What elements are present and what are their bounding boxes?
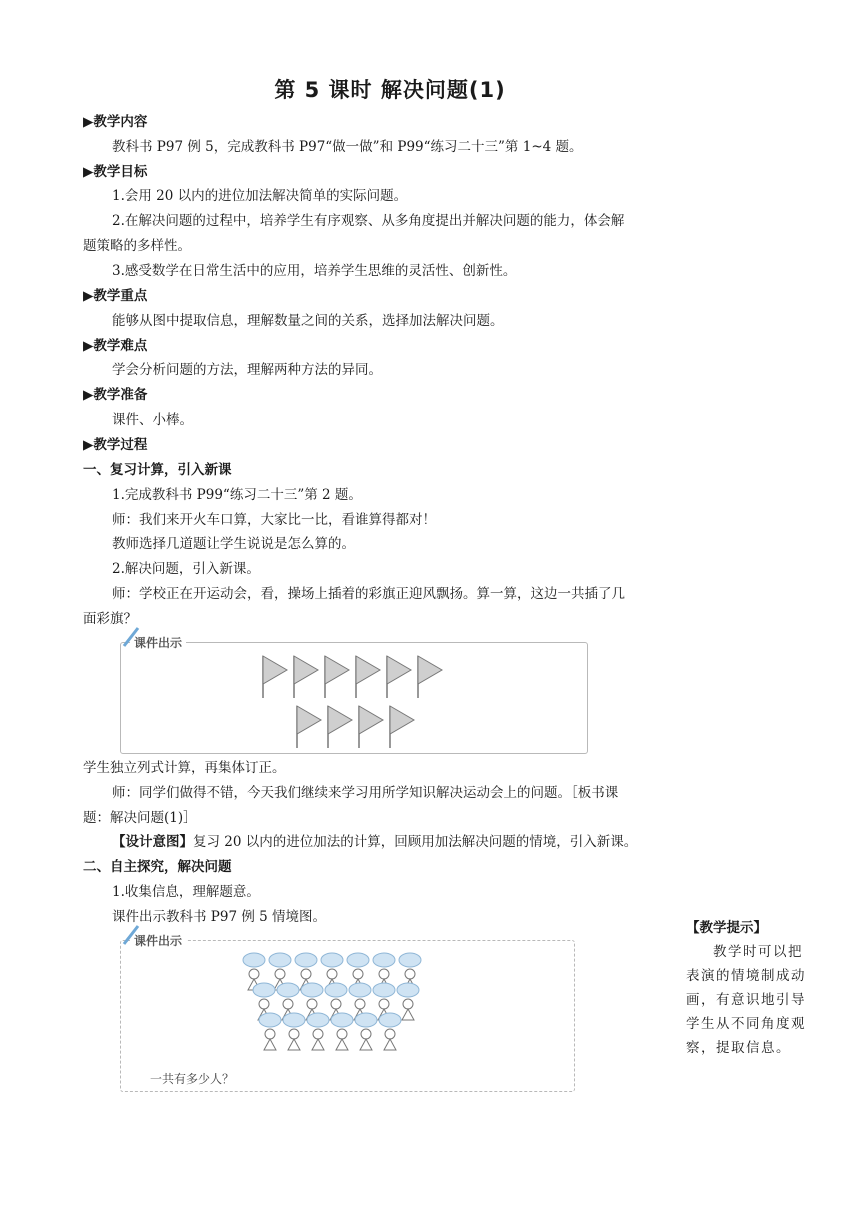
part1-line5-cont: 面彩旗？ [83,611,137,627]
flag [390,706,414,748]
performer [283,1013,305,1050]
flag-group-2 [118,920,148,950]
performer [379,1013,401,1050]
performer [355,1013,377,1050]
flag-figure [255,650,455,750]
courseware-tag: 课件出示 [130,634,186,651]
part1-line5: 师：学校正在开运动会，看，操场上插着的彩旗正迎风飘扬。算一算，这边一共插了几 [112,586,625,602]
flag [325,656,349,698]
part1-line7-cont: 题：解决问题(1)］ [83,810,197,826]
design-intent [112,830,637,850]
design-intent-label: 【设计意图】 [112,834,193,850]
section-heading-content: ▶教学内容 [83,114,148,130]
performer [259,1013,281,1050]
section-heading-difficulty: ▶教学难点 [83,338,148,354]
part2-heading: 二、自主探究，解决问题 [83,859,232,875]
flag-group [118,622,148,652]
page-title: 第 5 课时 解决问题(1) [274,78,506,102]
flag [356,656,380,698]
performer [307,1013,329,1050]
courseware-tag-2: 课件出示 [130,932,186,949]
key-text: 能够从图中提取信息，理解数量之间的关系，选择加法解决问题。 [112,313,504,329]
content-text: 教科书 P97 例 5，完成教科书 P97“做一做”和 P99“练习二十三”第 1~4 题。 [112,139,583,155]
goal-2: 2.在解决问题的过程中，培养学生有序观察、从多角度提出并解决问题的能力，体会解 [112,213,625,229]
difficulty-text: 学会分析问题的方法，理解两种方法的异同。 [112,362,382,378]
performers-illustration [240,950,430,1060]
part1-line7: 师：同学们做得不错，今天我们继续来学习用所学知识解决运动会上的问题。［板书课 [112,785,619,801]
scene-caption: 一共有多少人？ [150,1072,235,1086]
goal-3: 3.感受数学在日常生活中的应用，培养学生思维的灵活性、创新性。 [112,263,517,279]
flag [328,706,352,748]
part1-line1: 1.完成教科书 P99“练习二十三”第 2 题。 [112,487,362,503]
section-heading-process: ▶教学过程 [83,437,148,453]
tips-title: 【教学提示】 [686,920,767,936]
design-intent-text: 复习 20 以内的进位加法的计算，回顾用加法解决问题的情境，引入新课。 [193,834,638,850]
flag [294,656,318,698]
section-heading-key: ▶教学重点 [83,288,148,304]
performer [331,1013,353,1050]
flag [359,706,383,748]
flag [263,656,287,698]
performer [397,983,419,1020]
goal-2-cont: 题策略的多样性。 [83,238,191,254]
part1-line2: 师：我们来开火车口算，大家比一比，看谁算得都对！ [112,512,436,528]
part1-line4: 2.解决问题，引入新课。 [112,561,260,577]
part1-line3: 教师选择几道题让学生说说是怎么算的。 [112,536,355,552]
flag [387,656,411,698]
goal-1: 1.会用 20 以内的进位加法解决简单的实际问题。 [112,188,408,204]
part2-line1: 1.收集信息，理解题意。 [112,884,260,900]
teaching-tips [686,916,814,1060]
flag [418,656,442,698]
flag [297,706,321,748]
tips-body: 教学时可以把表演的情境制成动画，有意识地引导学生从不同角度观察，提取信息。 [686,944,806,1056]
section-heading-prep: ▶教学准备 [83,387,148,403]
prep-text: 课件、小棒。 [112,412,193,428]
section-heading-goals: ▶教学目标 [83,164,148,180]
part1-heading: 一、复习计算，引入新课 [83,462,232,478]
part2-line2: 课件出示教科书 P97 例 5 情境图。 [112,909,327,925]
part1-line6: 学生独立列式计算，再集体订正。 [83,760,286,776]
